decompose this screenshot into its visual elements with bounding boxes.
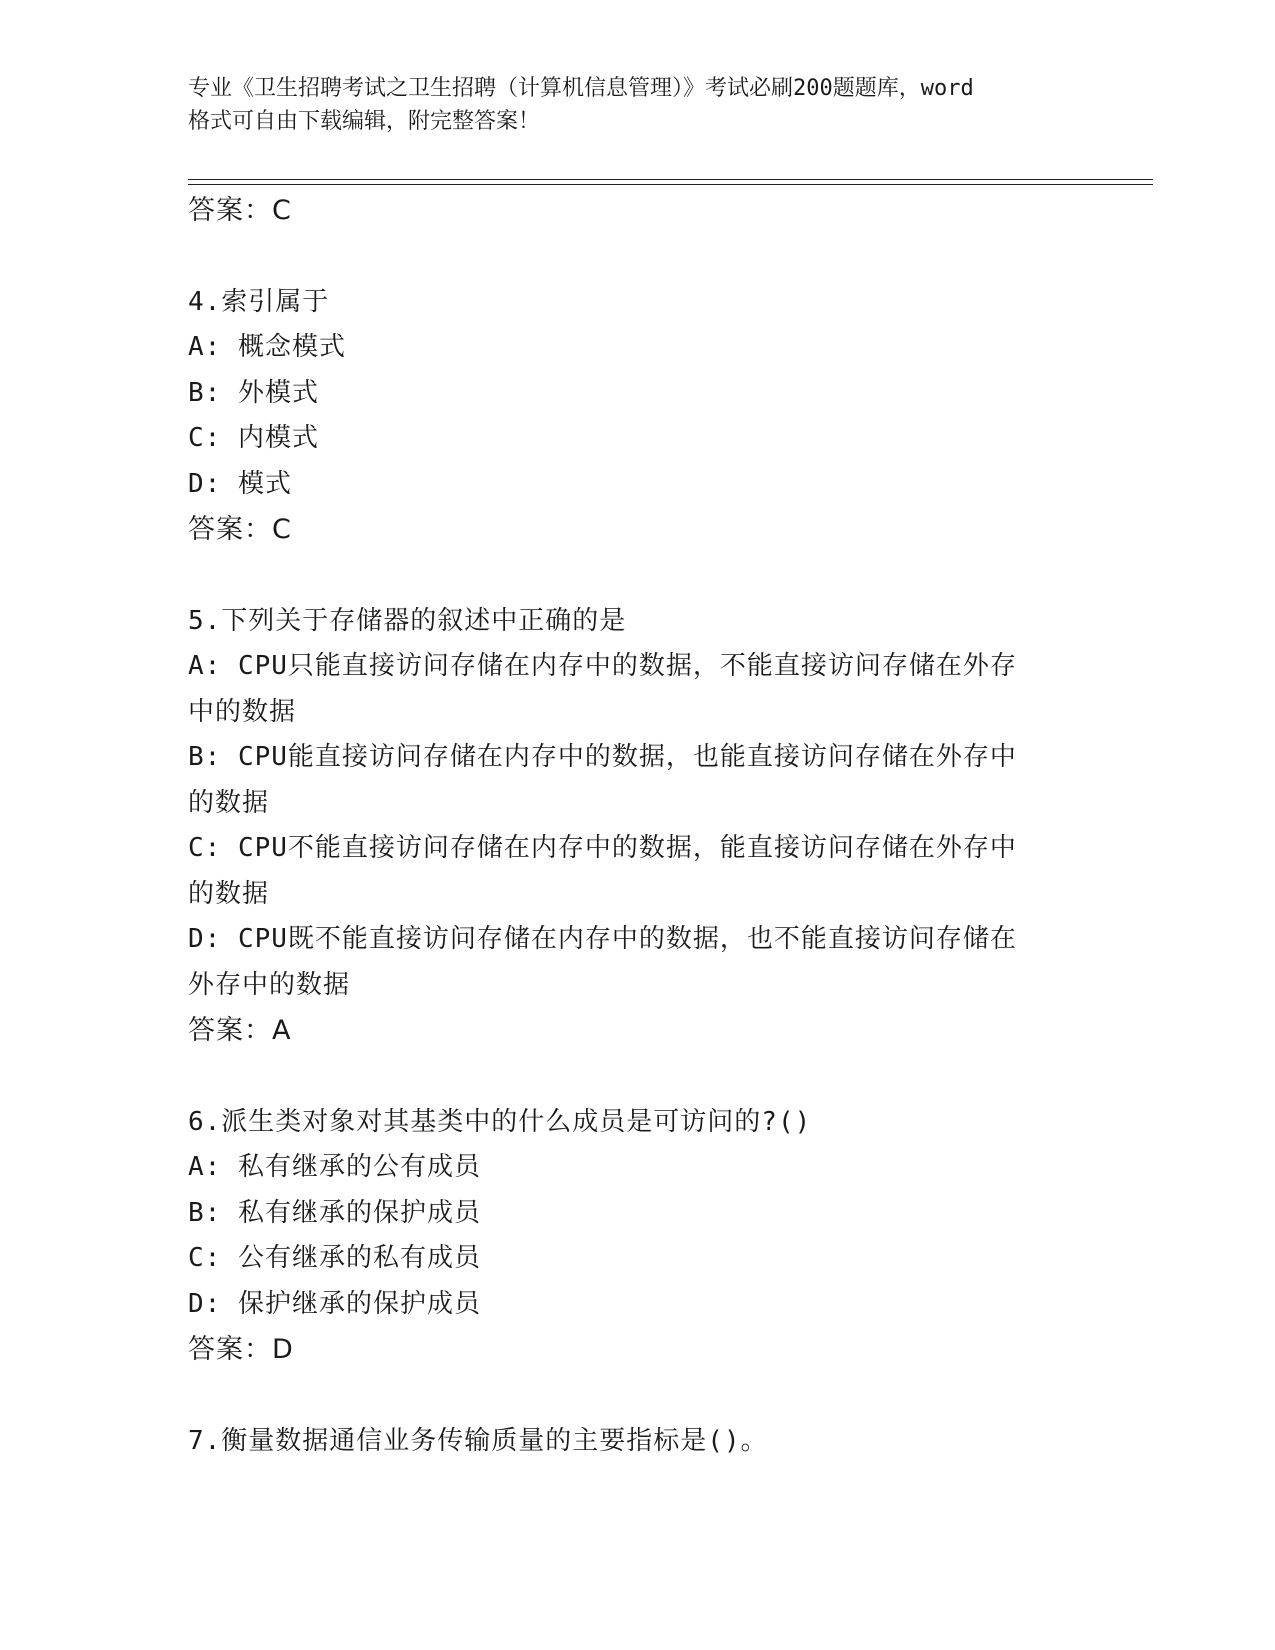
spacer bbox=[188, 1373, 1088, 1419]
question-stem: 6.派生类对象对其基类中的什么成员是可访问的?() bbox=[188, 1106, 812, 1137]
option-a-line-2: 中的数据 bbox=[188, 696, 297, 727]
option-a: A: 私有继承的公有成员 bbox=[188, 1152, 481, 1182]
option-a-line-1: A: CPU只能直接访问存储在内存中的数据，不能直接访问存储在外存 bbox=[188, 651, 1017, 681]
header-line-2: 格式可自由下载编辑，附完整答案！ bbox=[188, 109, 541, 134]
option-b: B: 外模式 bbox=[188, 377, 319, 408]
option-a: A: 概念模式 bbox=[188, 332, 346, 362]
question-6 bbox=[188, 1100, 1088, 1373]
option-b-line-2: 的数据 bbox=[188, 787, 270, 818]
option-c: C: 公有继承的私有成员 bbox=[188, 1243, 481, 1273]
question-stem: 7.衡量数据通信业务传输质量的主要指标是()。 bbox=[188, 1425, 768, 1456]
option-b-line-1: B: CPU能直接访问存储在内存中的数据，也能直接访问存储在外存中 bbox=[188, 742, 1017, 772]
spacer bbox=[188, 234, 1088, 280]
question-4 bbox=[188, 280, 1088, 553]
option-d-line-2: 外存中的数据 bbox=[188, 969, 351, 1000]
option-b: B: 私有继承的保护成员 bbox=[188, 1197, 481, 1228]
answer: 答案：A bbox=[188, 1015, 292, 1046]
header-rule-top bbox=[188, 179, 1153, 180]
spacer bbox=[188, 1054, 1088, 1100]
question-5 bbox=[188, 599, 1088, 1054]
option-d-line-1: D: CPU既不能直接访问存储在内存中的数据，也不能直接访问存储在 bbox=[188, 924, 1017, 954]
answer-q3: 答案：C bbox=[188, 195, 292, 226]
question-stem: 5.下列关于存储器的叙述中正确的是 bbox=[188, 605, 627, 636]
option-d: D: 模式 bbox=[188, 468, 292, 499]
spacer bbox=[188, 553, 1088, 599]
option-c-line-2: 的数据 bbox=[188, 878, 270, 909]
header-line-1: 专业《卫生招聘考试之卫生招聘（计算机信息管理）》考试必刷200题题库，word bbox=[188, 76, 974, 101]
option-c-line-1: C: CPU不能直接访问存储在内存中的数据，能直接访问存储在外存中 bbox=[188, 833, 1017, 863]
header-rule-bottom bbox=[188, 184, 1153, 185]
question-stem: 4.索引属于 bbox=[188, 286, 330, 317]
document-content bbox=[188, 188, 1088, 1464]
answer: 答案：C bbox=[188, 514, 292, 545]
option-d: D: 保护继承的保护成员 bbox=[188, 1288, 481, 1319]
option-c: C: 内模式 bbox=[188, 423, 319, 453]
document-header bbox=[188, 72, 1088, 138]
answer: 答案：D bbox=[188, 1334, 294, 1365]
question-7 bbox=[188, 1419, 1088, 1465]
